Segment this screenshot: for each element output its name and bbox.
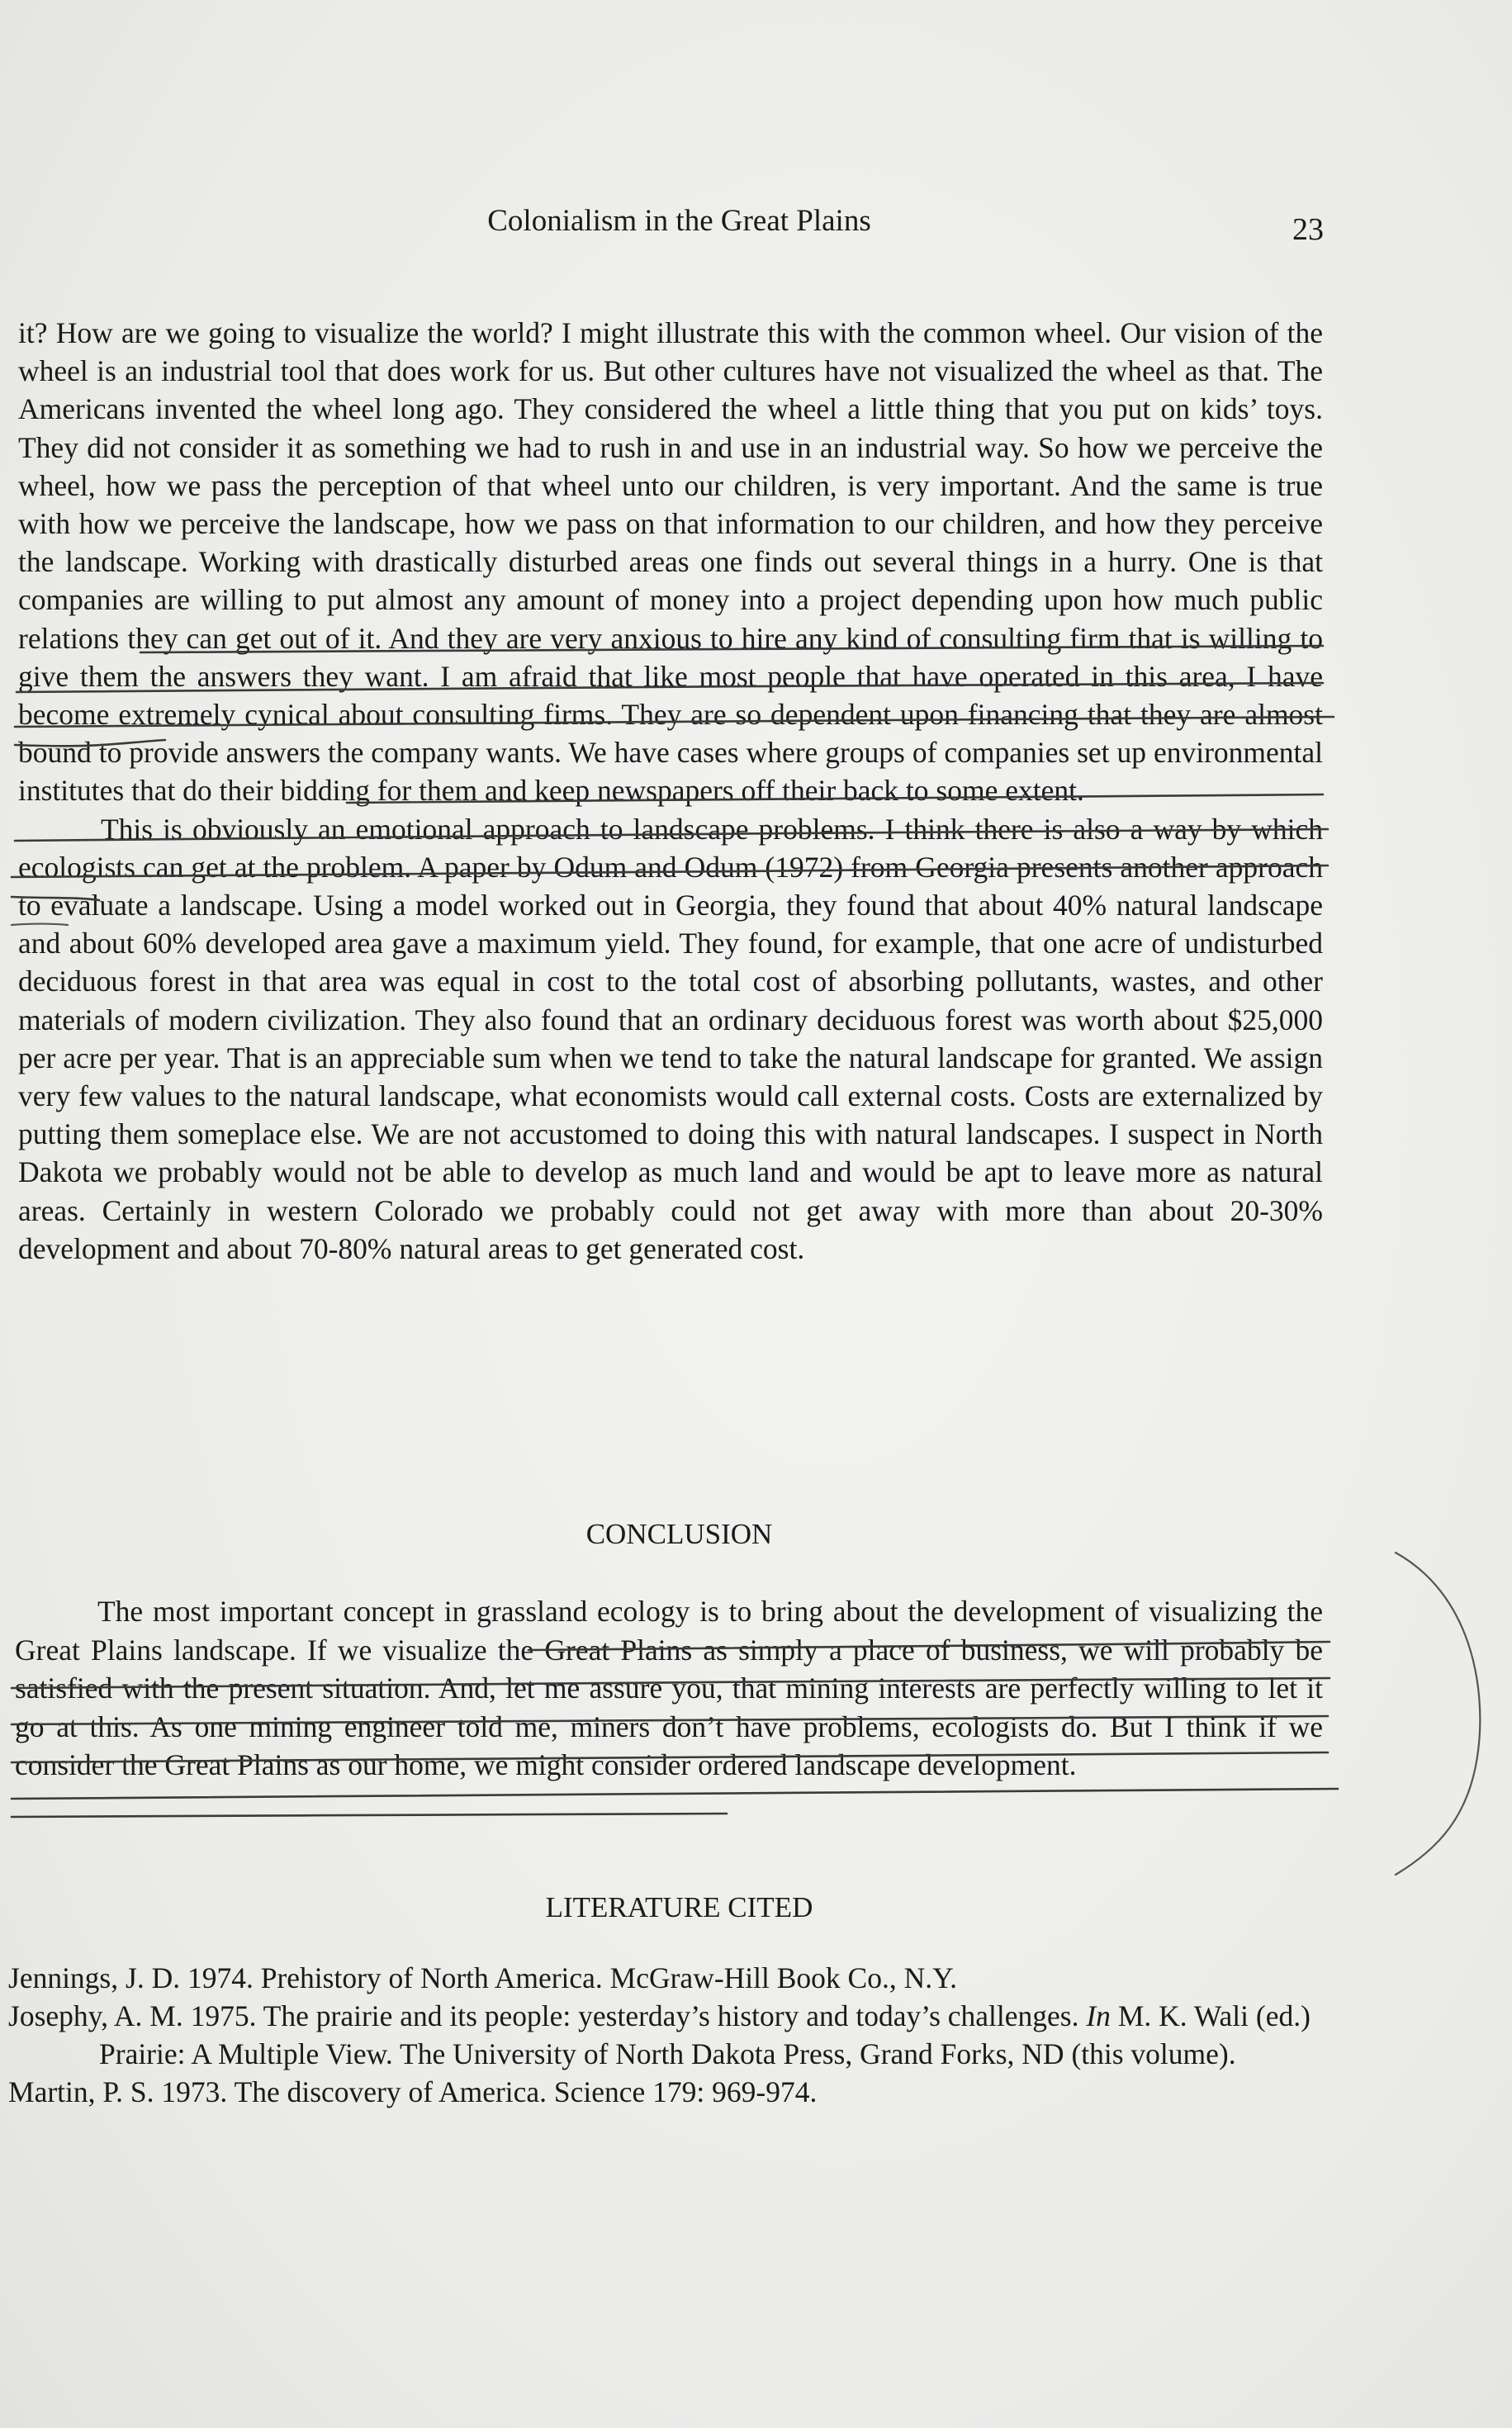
body-text — [18, 314, 1323, 1268]
paragraph: This is obviously an emotional approach to landscape problems. I think there is also a way by which ecologists can get at the problem. A paper by Odum and Odum (1972) from Georgia presents another approach to evaluate a landscape. Using a model worked out in Georgia, they found that about 40% natural landscape and about 60% developed area gave a maximum yield. They found, for example, that one acre of undisturbed deciduous forest in that area was equal in cost to the total cost of absorbing pollutants, wastes, and other materials of modern civilization. They also found that an ordinary deciduous forest was worth about $25,000 per acre per year. That is an appreciable sum when we tend to take the natural landscape for granted. We assign very few values to the natural landscape, what economists would call external costs. Costs are externalized by putting them someplace else. We are not accustomed to doing this with natural landscapes. I suspect in North Dakota we probably would not be able to develop as much land and would be apt to leave more as natural areas. Certainly in western Colorado we probably could not get away with more than about 20-30% development and about 70-80% natural areas to get generated cost. — [18, 812, 1323, 1265]
reference-item — [8, 1997, 1330, 2073]
margin-bracket-stroke — [1396, 1553, 1480, 1875]
reference-text: Josephy, A. M. 1975. The prairie and its people: yesterday’s history and today’s challenges. — [8, 1999, 1087, 2032]
paragraph: it? How are we going to visualize the world? I might illustrate this with the common wheel. Our vision of the wheel is an industrial tool that does work for us. But other cultures have not visualized the wheel as that. The Americans invented the wheel long ago. They considered the wheel a little thing that you put on kids’ toys. They did not consider it as something we had to rush in and use in an industrial way. So how we perceive the wheel, how we pass the perception of that wheel unto our children, is very important. And the same is true with how we perceive the landscape, how we pass on that information to our children, and how they perceive the landscape. Working with drastically disturbed areas one finds out several things in a hurry. One is that companies are willing to put almost any amount of money into a project depending upon how much public relations they can get out of it. And they are very anxious to hire any kind of consulting firm that is willing to give them the answers they want. I am afraid that like most people that have operated in this area, I have become extremely cynical about consulting firms. They are so dependent upon financing that they are almost bound to provide answers the company wants. We have cases where groups of companies set up environmental institutes that do their bidding for them and keep newspapers off their back to some extent. — [18, 316, 1323, 808]
reference-item: Jennings, J. D. 1974. Prehistory of North America. McGraw-Hill Book Co., N.Y. — [8, 1961, 958, 1994]
literature-cited-heading: LITERATURE CITED — [545, 1891, 813, 1923]
reference-item: Martin, P. S. 1973. The discovery of America. Science 179: 969-974. — [8, 2075, 818, 2108]
reference-list — [8, 1959, 1330, 2111]
underline-stroke — [12, 1814, 727, 1817]
conclusion-text — [15, 1592, 1323, 1785]
underline-stroke — [12, 1789, 1338, 1799]
paragraph: The most important concept in grassland ecology is to bring about the development of visualizing the Great Plains landscape. If we visualize the Great Plains as simply a place of business, we will probably be satisfied with the present situation. And, let me assure you, that mining interests are perfectly willing to let it go at this. As one mining engineer told me, miners don’t have problems, ecologists do. But I think if we consider the Great Plains as our home, we might consider ordered landscape development. — [15, 1595, 1323, 1781]
reference-text: M. K. Wali (ed.) Prairie: A Multiple View. The University of North Dakota Press, Grand Forks, ND (this volume). — [99, 1999, 1311, 2070]
page-header — [0, 198, 1512, 248]
conclusion-heading: CONCLUSION — [585, 1518, 773, 1550]
running-title: Colonialism in the Great Plains — [487, 204, 871, 238]
reference-italic: In — [1086, 1999, 1111, 2032]
page-number: 23 — [1292, 212, 1324, 247]
